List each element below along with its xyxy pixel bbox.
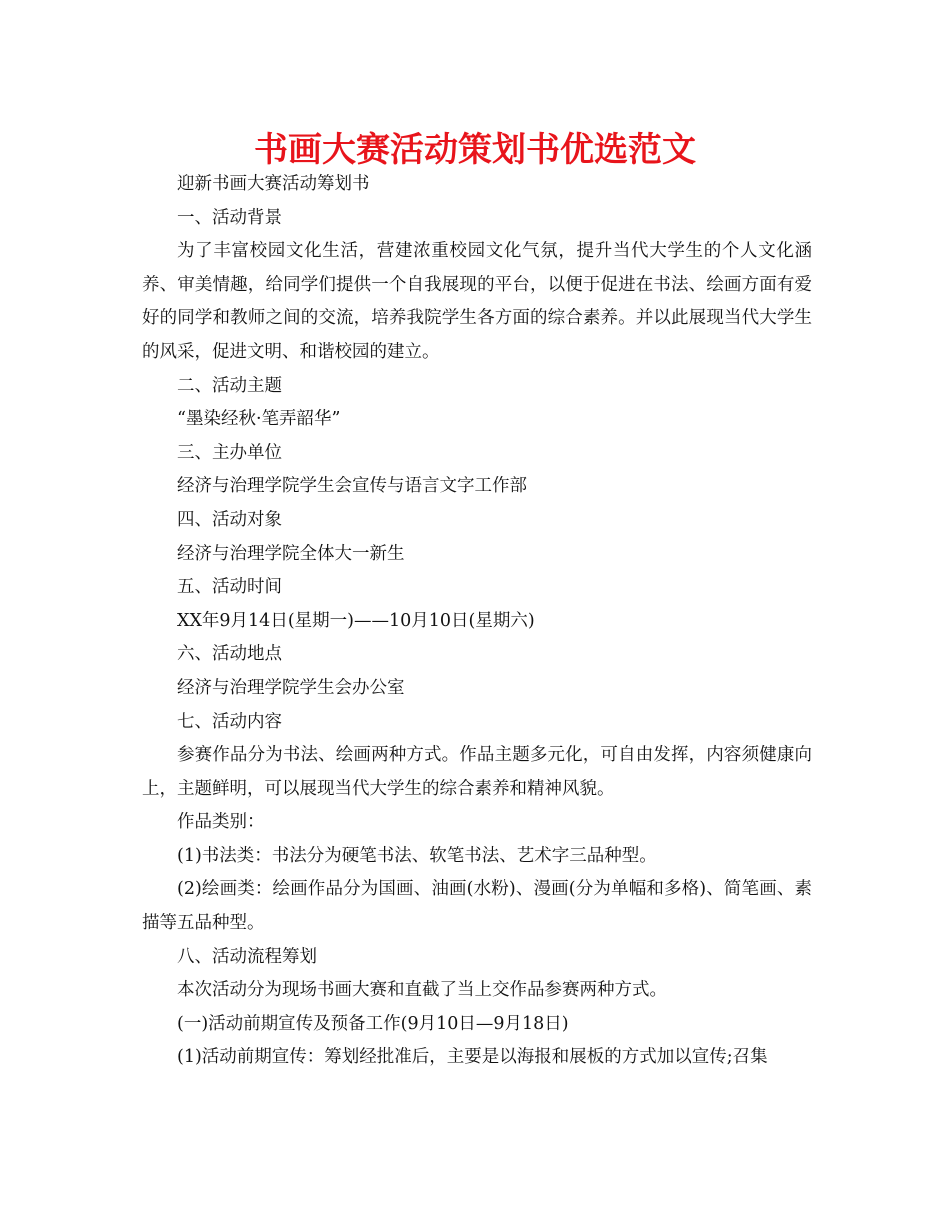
- organizer-paragraph: 经济与治理学院学生会宣传与语言文字工作部: [177, 476, 527, 497]
- section-heading-audience: 四、活动对象: [177, 509, 282, 530]
- background-paragraph: 为了丰富校园文化生活，营建浓重校园文化气氛，提升当代大学生的个人文化涵养、审美情趣，给同学们提供一个自我展现的平台，以便于促进在书法、绘画方面有爱好的同学和教师之间的交流，培养我院学生各方面的综合素养。并以此展现当代大学生的风采，促进文明、和谐校园的建立。: [142, 241, 812, 362]
- process-step-heading: (一)活动前期宣传及预备工作(9月10日—9月18日): [177, 1013, 569, 1034]
- section-heading-location: 六、活动地点: [177, 644, 282, 665]
- section-heading-theme: 二、活动主题: [177, 375, 282, 396]
- location-paragraph: 经济与治理学院学生会办公室: [177, 677, 405, 698]
- publicity-paragraph: (1)活动前期宣传：筹划经批准后，主要是以海报和展板的方式加以宣传;召集: [177, 1047, 768, 1068]
- categories-heading: 作品类别：: [177, 812, 265, 833]
- content-paragraph: 参赛作品分为书法、绘画两种方式。作品主题多元化，可自由发挥，内容须健康向上，主题鲜明，可以展现当代大学生的综合素养和精神风貌。: [142, 745, 812, 799]
- section-heading-organizer: 三、主办单位: [177, 442, 282, 463]
- process-intro-paragraph: 本次活动分为现场书画大赛和直截了当上交作品参赛两种方式。: [177, 980, 667, 1001]
- theme-paragraph: “墨染经秋·笔弄韶华”: [177, 409, 341, 430]
- section-heading-time: 五、活动时间: [177, 577, 282, 598]
- subtitle-paragraph: 迎新书画大赛活动筹划书: [177, 174, 370, 194]
- audience-paragraph: 经济与治理学院全体大一新生: [177, 543, 405, 564]
- calligraphy-category-paragraph: (1)书法类：书法分为硬笔书法、软笔书法、艺术字三品种型。: [177, 845, 657, 866]
- section-heading-process: 八、活动流程筹划: [177, 946, 317, 967]
- section-heading-background: 一、活动背景: [177, 207, 282, 228]
- section-heading-content: 七、活动内容: [177, 711, 282, 732]
- time-paragraph: XX年9月14日(星期一)——10月10日(星期六): [177, 610, 535, 631]
- painting-category-paragraph: (2)绘画类：绘画作品分为国画、油画(水粉)、漫画(分为单幅和多格)、简笔画、素描等五品种型。: [142, 879, 812, 934]
- document-body: [142, 168, 812, 1075]
- document-title: 书画大赛活动策划书优选范文: [254, 130, 696, 170]
